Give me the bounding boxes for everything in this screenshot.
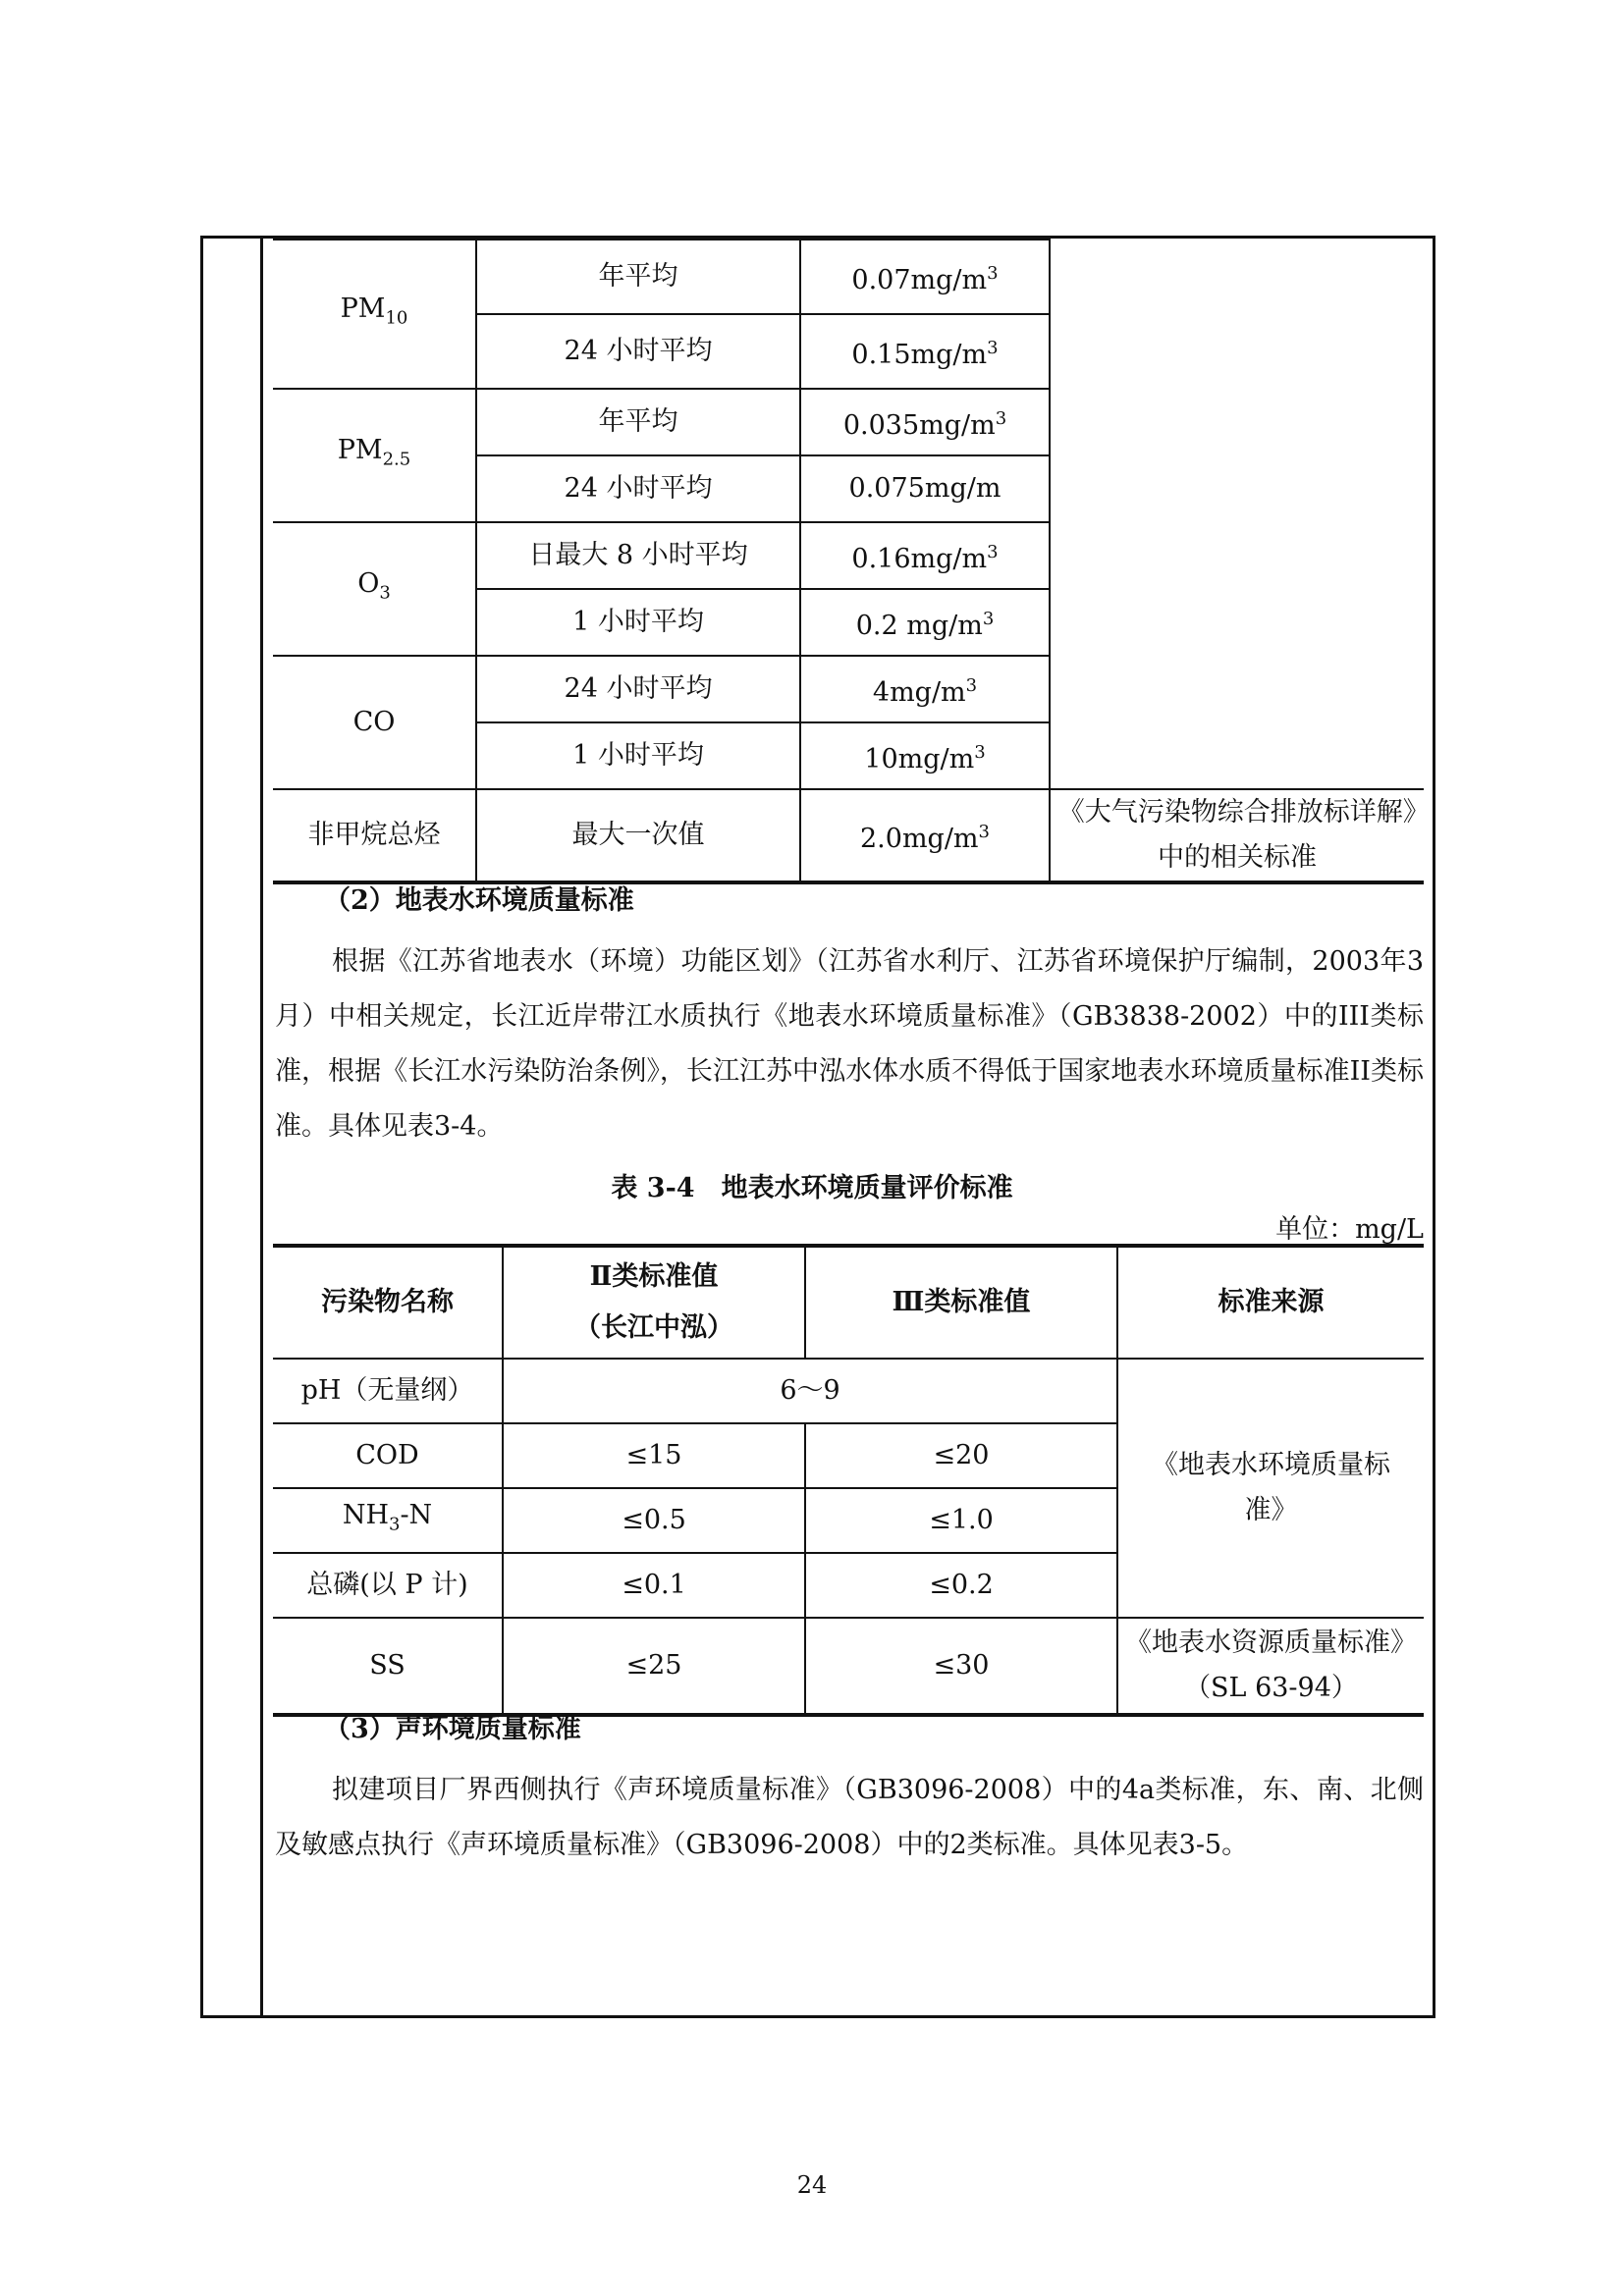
ss-name: SS: [273, 1618, 503, 1715]
section3-paragraph: 拟建项目厂界西侧执行《声环境质量标准》（GB3096-2008）中的4a类标准，东、南、北侧及敏感点执行《声环境质量标准》（GB3096-2008）中的2类标准。具体见表3-5。: [275, 1775, 1424, 1860]
pollutant-nmhc: 非甲烷总烃: [273, 789, 476, 882]
nh3-class3: ≤1.0: [805, 1488, 1117, 1553]
header-class2: [503, 1246, 805, 1359]
ss-source: 《地表水资源质量标准》（SL 63-94）: [1117, 1618, 1424, 1715]
pollutant-co: CO: [273, 656, 476, 789]
pollutant-pm25: $PM_{2.5}$: [273, 389, 476, 522]
period-cell: 1 小时平均: [476, 722, 800, 789]
period-cell: 年平均: [476, 389, 800, 455]
value-cell: 0.075mg/m: [800, 455, 1050, 522]
period-cell: 日最大 8 小时平均: [476, 522, 800, 589]
air-quality-table: [273, 239, 1424, 884]
value-cell: $4mg/m^3$: [800, 656, 1050, 722]
period-cell: 24 小时平均: [476, 656, 800, 722]
value-cell: $0.16mg/m^3$: [800, 522, 1050, 589]
period-cell: 最大一次值: [476, 789, 800, 882]
page-number: 24: [796, 2171, 828, 2199]
value-cell: 0.2 $mg/m^3$: [800, 589, 1050, 656]
period-cell: 年平均: [476, 240, 800, 314]
ss-class3: ≤30: [805, 1618, 1117, 1715]
ph-name: pH（无量纲）: [273, 1359, 503, 1423]
cod-class2: ≤15: [503, 1423, 805, 1488]
nh3-class2: ≤0.5: [503, 1488, 805, 1553]
section2-heading: （2）地表水环境质量标准: [324, 885, 634, 916]
header-class2-line2: （长江中泓）: [574, 1312, 733, 1343]
source-cell-empty: [1050, 240, 1424, 789]
value-cell: $2.0mg/m^3$: [800, 789, 1050, 882]
frame-left-bar: [260, 239, 263, 2015]
pollutant-pm10: $PM_{10}$: [273, 240, 476, 389]
period-cell: 24 小时平均: [476, 455, 800, 522]
header-class2-line1: Ⅱ类标准值: [589, 1261, 719, 1292]
tp-class2: ≤0.1: [503, 1553, 805, 1618]
header-class3: Ⅲ类标准值: [805, 1246, 1117, 1359]
cod-name: COD: [273, 1423, 503, 1488]
air-quality-table-container: [273, 239, 1424, 884]
cod-class3: ≤20: [805, 1423, 1117, 1488]
section2-paragraph: 根据《江苏省地表水（环境）功能区划》（江苏省水利厅、江苏省环境保护厅编制，2003年3月）中相关规定，长江近岸带江水质执行《地表水环境质量标准》（GB3838-2002）中的III类标准，根据《长江水污染防治条例》，长江江苏中泓水体水质不得低于国家地表水环境质量标准II类标准。具体见表3-4。: [275, 946, 1424, 1142]
value-cell: $10mg/m^3$: [800, 722, 1050, 789]
value-cell: $0.07mg/m^3$: [800, 240, 1050, 314]
table-caption: 表 3-4 地表水环境质量评价标准: [611, 1173, 1013, 1203]
value-cell: $0.035mg/m^3$: [800, 389, 1050, 455]
source-cell: 《大气污染物综合排放标详解》中的相关标准: [1050, 789, 1424, 882]
unit-label: 单位：mg/L: [1275, 1214, 1424, 1245]
pollutant-o3: $O_3$: [273, 522, 476, 656]
section3-heading: （3）声环境质量标准: [324, 1714, 581, 1744]
water-quality-table: [273, 1244, 1424, 1717]
header-source: 标准来源: [1117, 1246, 1424, 1359]
water-table-container: [273, 1244, 1424, 1717]
period-cell: 24 小时平均: [476, 314, 800, 389]
nh3-name: $NH_3-N$: [273, 1488, 503, 1553]
tp-name: 总磷(以 P 计): [273, 1553, 503, 1618]
period-cell: 1 小时平均: [476, 589, 800, 656]
ph-value: 6～9: [503, 1359, 1117, 1423]
tp-class3: ≤0.2: [805, 1553, 1117, 1618]
value-cell: $0.15mg/m^3$: [800, 314, 1050, 389]
header-name: 污染物名称: [273, 1246, 503, 1359]
group-source: 《地表水环境质量标准》: [1117, 1359, 1424, 1618]
ss-class2: ≤25: [503, 1618, 805, 1715]
